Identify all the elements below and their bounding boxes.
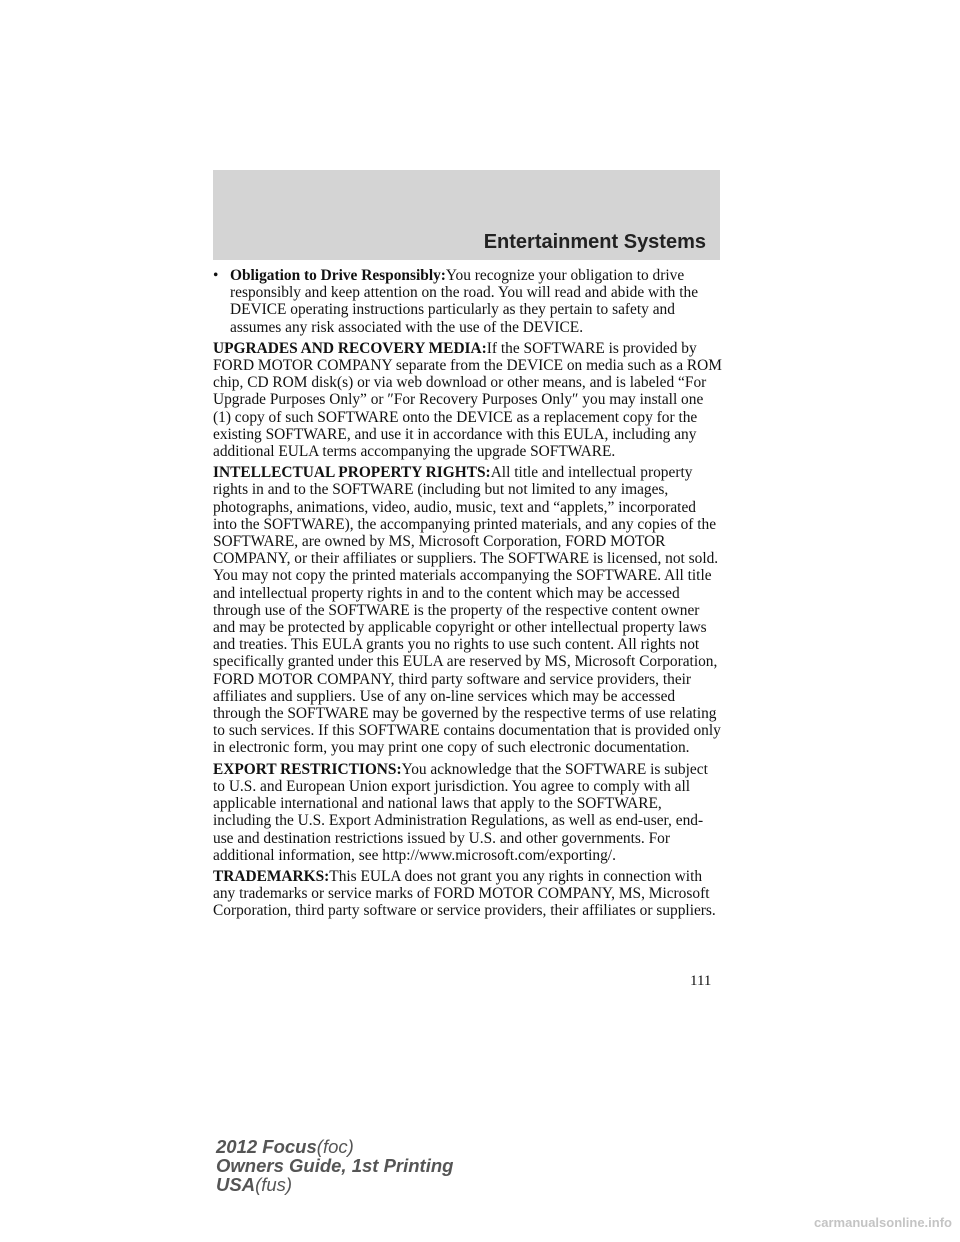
export-body: You acknowledge that the SOFTWARE is subject to U.S. and European Union export jurisdiction. You agree to comply with all applicable international and national laws that apply to the SOFTWARE, including the U.S. Export Administration Regulations, as well as end-user, end-use and destination restrictions issued by U.S. and other governments. For additional information, see http://www.microsoft.com/exporting/. <box>213 760 708 864</box>
page-number: 111 <box>690 973 712 989</box>
footer-line-market: USA(fus) <box>216 1174 293 1195</box>
watermark-text: carmanualsonline.info <box>814 1215 952 1230</box>
trademarks-body: This EULA does not grant you any rights in connection with any trademarks or service marks of FORD MOTOR COMPANY, MS, Microsoft Corporation, third party software or service providers, their affiliates or suppliers. <box>213 867 716 920</box>
paragraph-trademarks <box>213 868 723 920</box>
section-title: Entertainment Systems <box>483 231 706 253</box>
ip-body: All title and intellectual property rights in and to the SOFTWARE (including but not limited to any images, photographs, animations, video, audio, music, text and “applets,” incorporated into the SOFTWARE), the accompanying printed materials, and any copies of the SOFTWARE, are owned by MS, Microsoft Corporation, FORD MOTOR COMPANY, or their affiliates or suppliers. The SOFTWARE is licensed, not sold. You may not copy the printed materials accompanying the SOFTWARE. All title and intellectual property rights in and to the content which may be accessed through use of the SOFTWARE is the property of the respective content owner and may be protected by applicable copyright or other intellectual property laws and treaties. This EULA grants you no rights to use such content. All rights not specifically granted under this EULA are reserved by MS, Microsoft Corporation, FORD MOTOR COMPANY, third party software and service providers, their affiliates and suppliers. Use of any on-line services which may be accessed through the SOFTWARE may be governed by the respective terms of use relating to such services. If this SOFTWARE contains documentation that is provided only in electronic form, you may print one copy of such electronic documentation. <box>213 464 721 757</box>
document-footer <box>216 1137 453 1194</box>
export-heading: EXPORT RESTRICTIONS: <box>213 760 402 778</box>
bullet-item-obligation <box>213 267 723 336</box>
footer-line-guide: Owners Guide, 1st Printing <box>216 1155 454 1176</box>
bullet-marker: • <box>213 267 219 284</box>
obligation-body: You recognize your obligation to drive responsibly and keep attention on the road. You will read and abide with the DEVICE operating instructions particularly as they pertain to safety and assumes any risk associated with the use of the DEVICE. <box>230 267 699 336</box>
paragraph-export-restrictions <box>213 761 723 864</box>
page-content <box>213 267 723 924</box>
trademarks-heading: TRADEMARKS: <box>213 867 330 885</box>
paragraph-upgrades <box>213 340 723 460</box>
upgrades-body: If the SOFTWARE is provided by FORD MOTOR COMPANY separate from the DEVICE on media such as a ROM chip, CD ROM disk(s) or via web download or other means, and is labeled “For Upgrade Purposes Only” or ″For Recovery Purposes Only″ you may install one (1) copy of such SOFTWARE onto the DEVICE as a replacement copy for the existing SOFTWARE, and use it in accordance with this EULA, including any additional EULA terms accompanying the upgrade SOFTWARE. <box>213 339 722 461</box>
obligation-heading: Obligation to Drive Responsibly: <box>230 267 446 284</box>
paragraph-intellectual-property <box>213 464 723 756</box>
ip-heading: INTELLECTUAL PROPERTY RIGHTS: <box>213 464 491 482</box>
section-header-band <box>213 170 720 260</box>
upgrades-heading: UPGRADES AND RECOVERY MEDIA: <box>213 339 487 357</box>
footer-line-model: 2012 Focus(foc) <box>216 1136 354 1157</box>
